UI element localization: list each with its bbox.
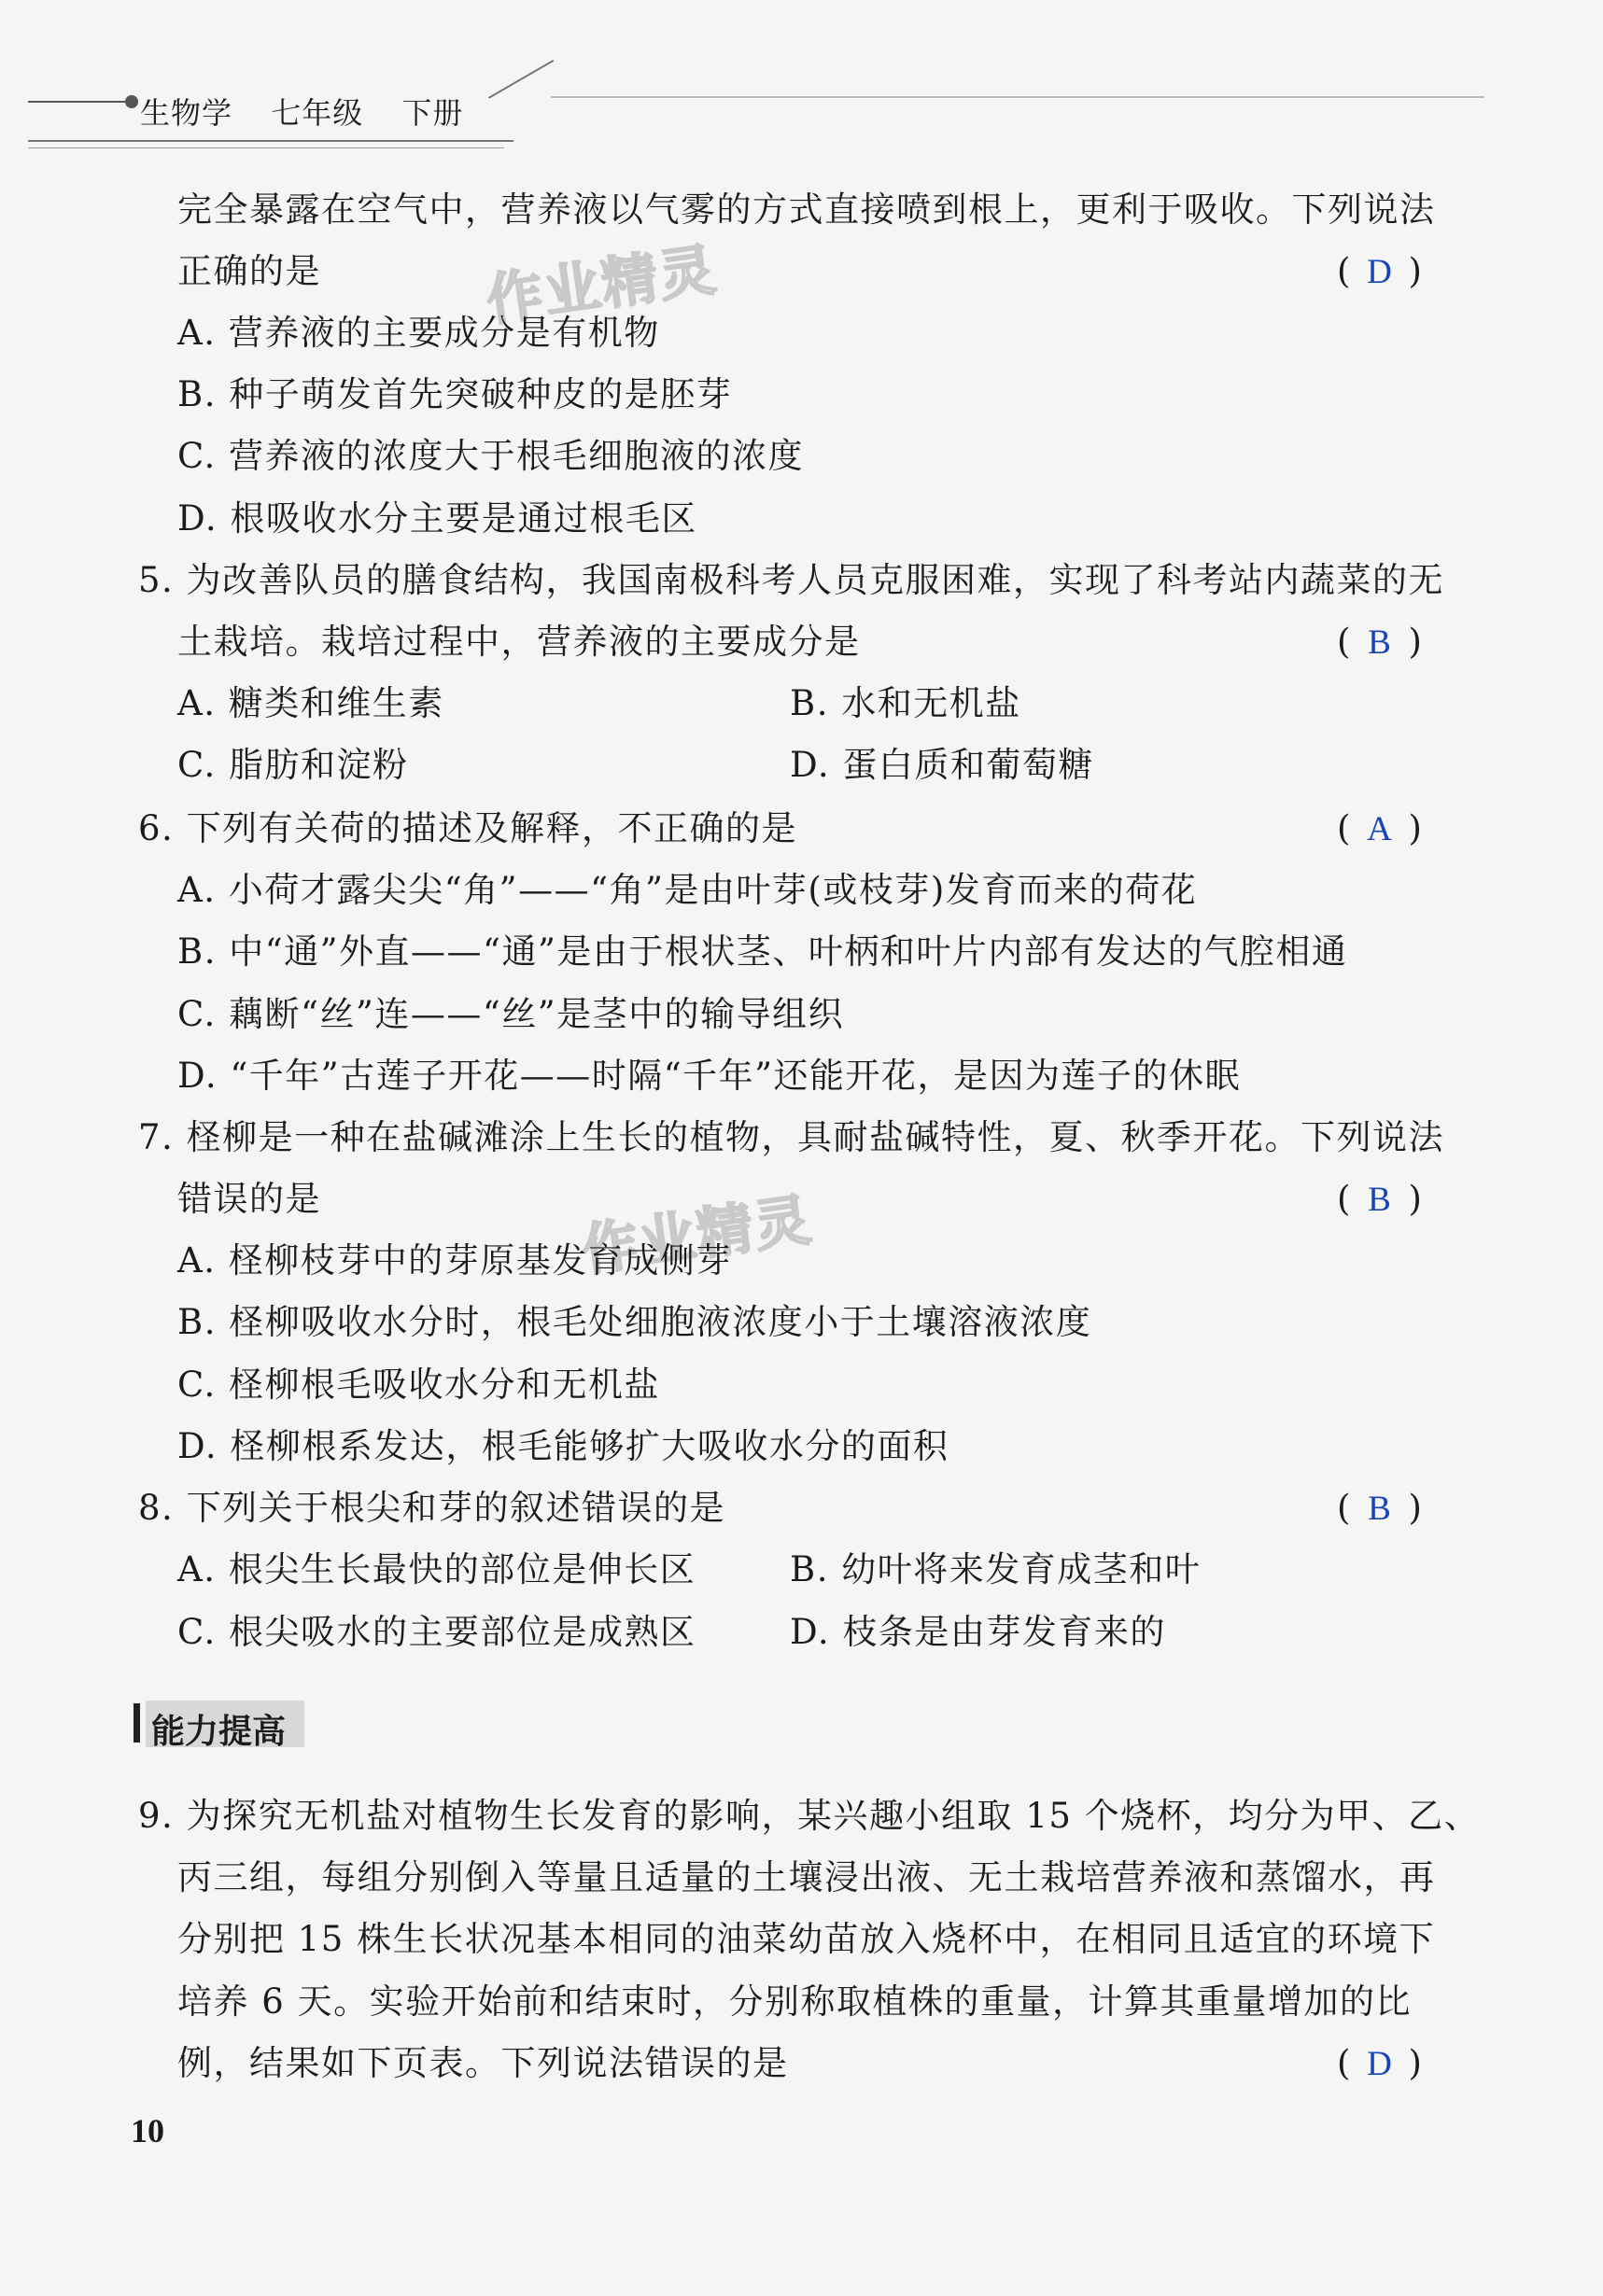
question-text: 分别把 15 株生长状况基本相同的油菜幼苗放入烧杯中，在相同且适宜的环境下 xyxy=(177,1919,1436,1959)
section-title: 能力提高 xyxy=(151,1713,287,1751)
header-volume: 下册 xyxy=(401,95,464,131)
answer-value: D xyxy=(1367,253,1392,291)
option: D. 根吸收水分主要是通过根毛区 xyxy=(177,498,697,539)
answer-value: D xyxy=(1367,2045,1392,2083)
answer-value: A xyxy=(1367,810,1392,848)
answer-bracket: ( D ) xyxy=(1337,251,1422,291)
question-text: 7. 柽柳是一种在盐碱滩涂上生长的植物，具耐盐碱特性，夏、秋季开花。下列说法 xyxy=(138,1117,1445,1157)
header-slant-rule xyxy=(488,60,554,99)
option: A. 根尖生长最快的部位是伸长区 xyxy=(177,1549,696,1589)
question-text: 9. 为探究无机盐对植物生长发育的影响，某兴趣小组取 15 个烧杯，均分为甲、乙、 xyxy=(138,1796,1481,1836)
header-right-rule xyxy=(551,96,1484,98)
header-underline-thin xyxy=(28,147,504,148)
option: D. 枝条是由芽发育来的 xyxy=(790,1612,1166,1652)
question-text: 8. 下列关于根尖和芽的叙述错误的是 xyxy=(138,1488,726,1528)
option: B. 中“通”外直——“通”是由于根状茎、叶柄和叶片内部有发达的气腔相通 xyxy=(177,931,1348,972)
answer-bracket: ( B ) xyxy=(1337,622,1422,662)
option: A. 小荷才露尖尖“角”——“角”是由叶芽(或枝芽)发育而来的荷花 xyxy=(177,870,1198,910)
header-subject: 生物学 xyxy=(140,95,233,131)
answer-bracket: ( A ) xyxy=(1337,808,1422,848)
watermark-1: 作业精灵 xyxy=(483,237,722,334)
option: A. 糖类和维生素 xyxy=(177,683,444,723)
question-text: 完全暴露在空气中，营养液以气雾的方式直接喷到根上，更利于吸收。下列说法 xyxy=(177,189,1436,230)
header-title xyxy=(140,90,491,133)
header-rule xyxy=(28,101,131,103)
option: B. 幼叶将来发育成茎和叶 xyxy=(790,1549,1202,1589)
question-text: 正确的是 xyxy=(177,251,321,291)
answer-bracket: ( B ) xyxy=(1337,1179,1422,1219)
header-underline xyxy=(28,140,513,142)
question-text: 5. 为改善队员的膳食结构，我国南极科考人员克服困难，实现了科考站内蔬菜的无 xyxy=(138,560,1445,600)
option: B. 水和无机盐 xyxy=(790,683,1021,723)
question-text: 丙三组，每组分别倒入等量且适量的土壤浸出液、无土栽培营养液和蒸馏水，再 xyxy=(177,1857,1436,1897)
option: A. 柽柳枝芽中的芽原基发育成侧芽 xyxy=(177,1240,732,1281)
question-text: 错误的是 xyxy=(177,1179,321,1219)
question-text: 培养 6 天。实验开始前和结束时，分别称取植株的重量，计算其重量增加的比 xyxy=(177,1981,1413,2022)
option: D. 柽柳根系发达，根毛能够扩大吸收水分的面积 xyxy=(177,1426,949,1466)
option: B. 种子萌发首先突破种皮的是胚芽 xyxy=(177,374,733,414)
question-text: 例，结果如下页表。下列说法错误的是 xyxy=(177,2043,789,2083)
answer-value: B xyxy=(1368,623,1391,662)
option: C. 营养液的浓度大于根毛细胞液的浓度 xyxy=(177,436,805,476)
header-grade: 七年级 xyxy=(271,95,364,131)
option: C. 藕断“丝”连——“丝”是茎中的输导组织 xyxy=(177,994,845,1034)
option: C. 柽柳根毛吸收水分和无机盐 xyxy=(177,1365,661,1405)
question-text: 6. 下列有关荷的描述及解释，不正确的是 xyxy=(138,808,798,848)
answer-bracket: ( B ) xyxy=(1337,1488,1422,1528)
option: C. 脂肪和淀粉 xyxy=(177,745,409,785)
option: C. 根尖吸水的主要部位是成熟区 xyxy=(177,1612,696,1652)
option: A. 营养液的主要成分是有机物 xyxy=(177,313,660,353)
answer-bracket: ( D ) xyxy=(1337,2043,1422,2083)
option: D. “千年”古莲子开花——时隔“千年”还能开花，是因为莲子的休眠 xyxy=(177,1056,1242,1096)
answer-value: B xyxy=(1368,1490,1391,1528)
question-text: 土栽培。栽培过程中，营养液的主要成分是 xyxy=(177,622,861,662)
answer-value: B xyxy=(1368,1181,1391,1219)
section-bar xyxy=(134,1703,140,1743)
watermark-2: 作业精灵 xyxy=(578,1187,817,1284)
page-number: 10 xyxy=(131,2112,164,2149)
header-dot xyxy=(125,95,138,108)
option: B. 柽柳吸收水分时，根毛处细胞液浓度小于土壤溶液浓度 xyxy=(177,1302,1092,1342)
option: D. 蛋白质和葡萄糖 xyxy=(790,745,1094,785)
